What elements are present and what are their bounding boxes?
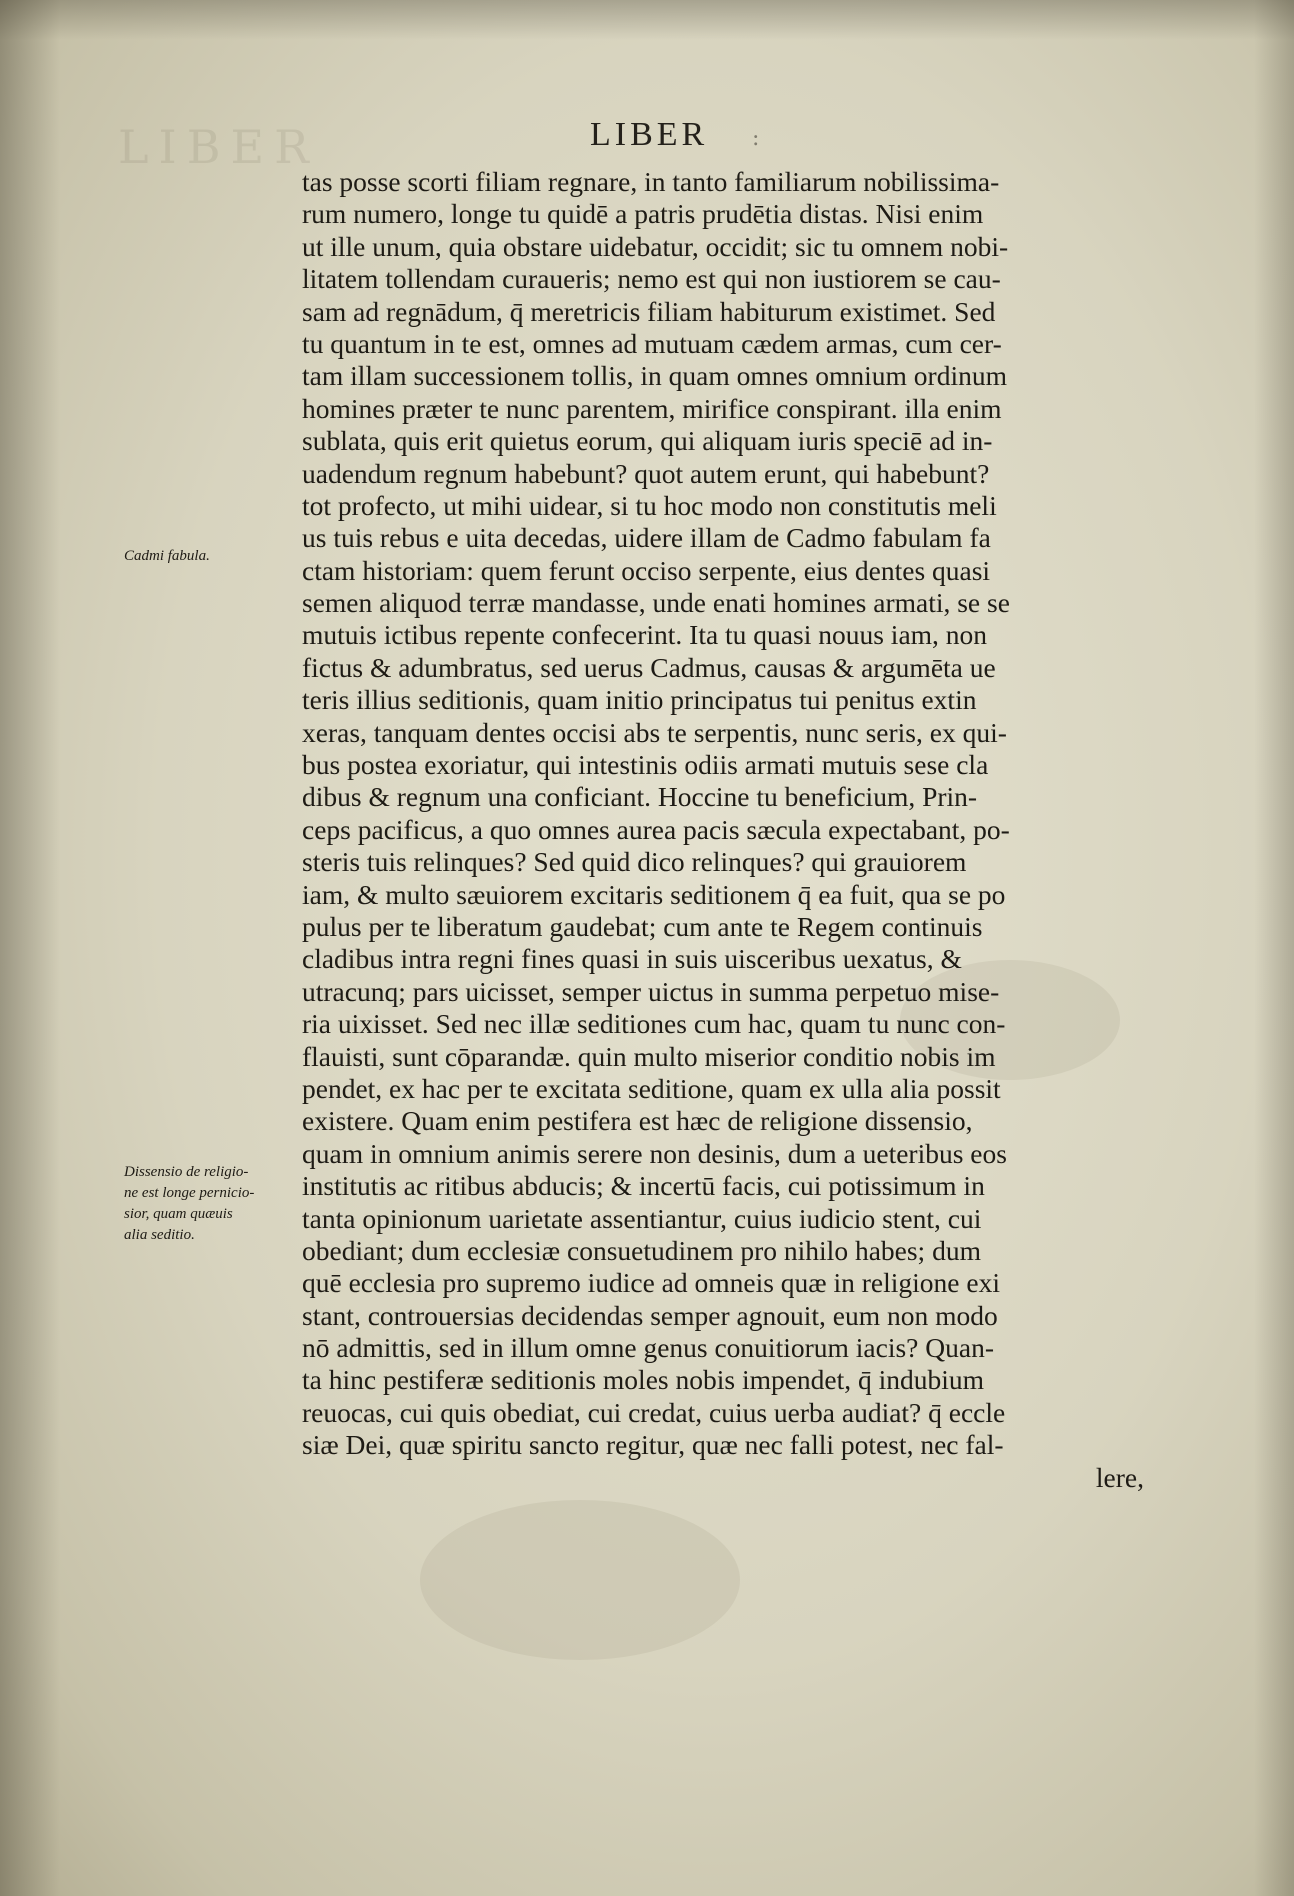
- margin-note-cadmus: [124, 546, 210, 567]
- text-line: reuocas, cui quis obediat, cui credat, cuius uerba audiat? q̄ eccle: [302, 1396, 1006, 1428]
- running-head: LIBER: [590, 116, 709, 153]
- text-line: iam, & multo sæuiorem excitaris seditionem q̄ ea fuit, qua se po: [302, 878, 1006, 910]
- text-line: teris illius seditionis, quam initio principatus tui penitus extin: [302, 684, 977, 716]
- text-line: nō admittis, sed in illum omne genus conuitiorum iacis? Quan-: [302, 1332, 994, 1364]
- show-through-heading: LIBER: [118, 120, 319, 174]
- text-line: dibus & regnum una conficiant. Hoccine tu beneficium, Prin-: [302, 781, 978, 813]
- text-line: siæ Dei, quæ spiritu sancto regitur, quæ nec falli potest, nec fal-: [302, 1429, 1004, 1461]
- margin-note-line: alia seditio.: [124, 1227, 195, 1243]
- margin-note-line: Cadmi fabula.: [124, 548, 210, 564]
- text-line: pulus per te liberatum gaudebat; cum ante te Regem continuis: [302, 910, 983, 942]
- text-line: ria uixisset. Sed nec illæ seditiones cum hac, quam tu nunc con-: [302, 1008, 1006, 1040]
- text-line: quē ecclesia pro supremo iudice ad omneis quæ in religione exi: [302, 1267, 1000, 1299]
- text-line: fictus & adumbratus, sed uerus Cadmus, causas & argumēta ue: [302, 651, 996, 683]
- text-line: tam illam successionem tollis, in quam omnes omnium ordinum: [302, 360, 1007, 392]
- text-line: mutuis ictibus repente confecerint. Ita tu quasi nouus iam, non: [302, 619, 988, 651]
- text-line: utracunq; pars uicisset, semper uictus in summa perpetuo mise-: [302, 975, 1000, 1007]
- running-head-ornament: :: [752, 126, 766, 151]
- text-line: steris tuis relinques? Sed quid dico relinques? qui grauiorem: [302, 846, 967, 878]
- text-line: us tuis rebus e uita decedas, uidere illam de Cadmo fabulam fa: [302, 522, 991, 554]
- page-shadow-top: [0, 0, 1294, 40]
- margin-note-dissension: [124, 1162, 254, 1246]
- text-line: ctam historiam: quem ferunt occiso serpente, eius dentes quasi: [302, 554, 991, 586]
- paper-stain: [420, 1500, 740, 1660]
- text-line: ceps pacificus, a quo omnes aurea pacis sæcula expectabant, po-: [302, 813, 1010, 845]
- text-line: pendet, ex hac per te excitata seditione, quam ex ulla alia possit: [302, 1072, 1001, 1104]
- text-line: tu quantum in te est, omnes ad mutuam cædem armas, cum cer-: [302, 327, 1002, 359]
- text-line: sublata, quis erit quietus eorum, qui aliquam iuris speciē ad in-: [302, 425, 993, 457]
- margin-note-line: sior, quam quæuis: [124, 1206, 233, 1222]
- text-line: bus postea exoriatur, qui intestinis odiis armati mutuis sese cla: [302, 749, 989, 781]
- text-line: homines præter te nunc parentem, mirifice conspirant. illa enim: [302, 392, 1002, 424]
- text-line: sam ad regnādum, q̄ meretricis filiam habiturum existimet. Sed: [302, 295, 996, 327]
- text-line: xeras, tanquam dentes occisi abs te serpentis, nunc seris, ex qui-: [302, 716, 1007, 748]
- text-line: tas posse scorti filiam regnare, in tanto familiarum nobilissima-: [302, 166, 1000, 197]
- margin-note-line: ne est longe pernicio-: [124, 1185, 255, 1201]
- margin-note-line: Dissensio de religio-: [124, 1164, 249, 1180]
- text-line: semen aliquod terræ mandasse, unde enati homines armati, se se: [302, 587, 1010, 619]
- text-line: rum numero, longe tu quidē a patris prudētia distas. Nisi enim: [302, 198, 984, 230]
- text-line: existere. Quam enim pestifera est hæc de religione dissensio,: [302, 1105, 973, 1137]
- text-line: quam in omnium animis serere non desinis, dum a ueteribus eos: [302, 1137, 1007, 1169]
- text-line: obediant; dum ecclesiæ consuetudinem pro nihilo habes; dum: [302, 1234, 981, 1266]
- text-line: tot profecto, ut mihi uidear, si tu hoc modo non constitutis meli: [302, 489, 997, 521]
- text-line: flauisti, sunt cōparandæ. quin multo miserior conditio nobis im: [302, 1040, 996, 1072]
- text-line: institutis ac ritibus abducis; & incertū facis, cui potissimum in: [302, 1170, 985, 1202]
- text-line: litatem tollendam curaueris; nemo est qui non iustiorem se cau-: [302, 263, 1001, 295]
- text-line: uadendum regnum habebunt? quot autem erunt, qui habebunt?: [302, 457, 990, 489]
- text-line: tanta opinionum uarietate assentiantur, cuius iudicio stent, cui: [302, 1202, 982, 1234]
- page-shadow-right: [1254, 0, 1294, 1896]
- body-text-block: [302, 166, 1162, 1494]
- page-shadow-left: [0, 0, 60, 1896]
- text-line: ut ille unum, quia obstare uidebatur, occidit; sic tu omnem nobi-: [302, 230, 1009, 262]
- text-line: stant, controuersias decidendas semper agnouit, eum non modo: [302, 1299, 998, 1331]
- text-line: cladibus intra regni fines quasi in suis uisceribus uexatus, &: [302, 943, 962, 975]
- text-line: lere,: [1095, 1461, 1144, 1493]
- text-line: ta hinc pestiferæ seditionis moles nobis impendet, q̄ indubium: [302, 1364, 985, 1396]
